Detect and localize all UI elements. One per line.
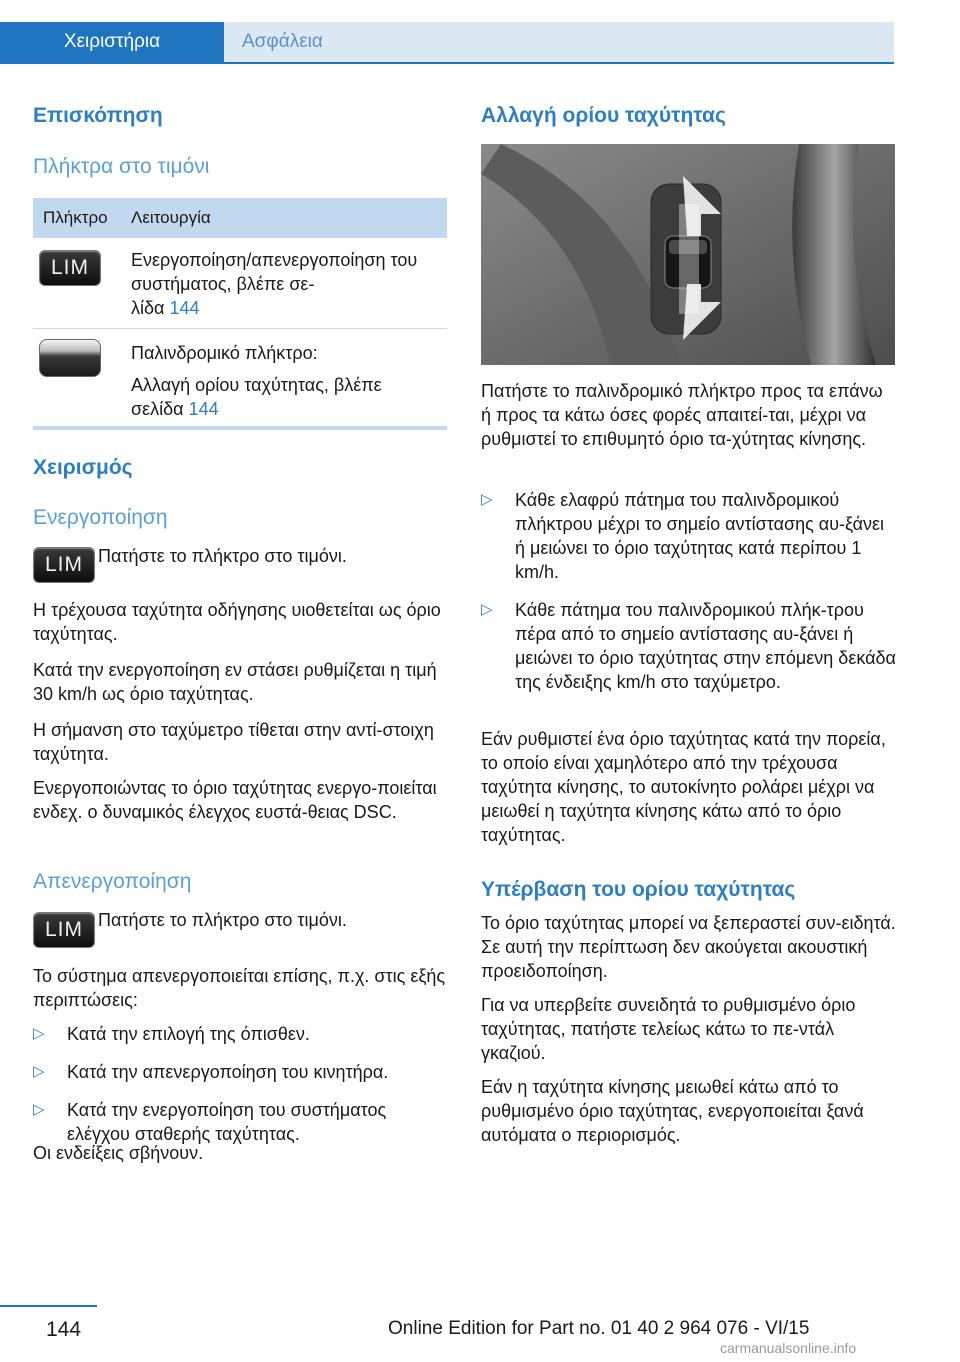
list-item: ▷ Κάθε ελαφρύ πάτημα του παλινδρομικού πλήκτρου μέχρι το σημείο αντίστασης αυ-ξάνει ή μειώνει το όριο ταχύτητας κατά περίπου 1 km/h. [481,490,885,582]
list-item: ▷ Κατά την επιλογή της όπισθεν. [33,1024,310,1044]
paragraph: Ενεργοποιώντας το όριο ταχύτητας ενεργο-ποιείται ενδεχ. ο δυναμικός έλεγχος ευστά-θειας DSC. [33,778,437,822]
list-item: ▷ Κάθε πάτημα του παλινδρομικού πλήκ-τρου πέρα από το σημείο αντίστασης αυ-ξάνει ή μειώνει το όριο ταχύτητας στην επόμενη δεκάδα της ένδειξης km/h στο ταχύμετρο. [481,600,896,692]
list-item: ▷ Κατά την ενεργοποίηση του συστήματος ελέγχου σταθερής ταχύτητας. [33,1100,387,1144]
paragraph: Το σύστημα απενεργοποιείται επίσης, π.χ. στις εξής περιπτώσεις: [33,966,446,1010]
tab-safety[interactable]: Ασφάλεια [224,22,894,62]
heading-exceed-limit: Υπέρβαση του ορίου ταχύτητας [481,878,796,901]
paragraph: Η σήμανση στο ταχύμετρο τίθεται στην αντί-στοιχη ταχύτητα. [33,720,434,764]
activation-instruction: Πατήστε το πλήκτρο στο τιμόνι. [98,546,347,566]
list-item: ▷ Κατά την απενεργοποίηση του κινητήρα. [33,1062,389,1082]
rocker-switch-icon [39,339,101,377]
col-function: Λειτουργία [131,208,211,227]
steering-wheel-rocker-illustration [481,144,895,365]
footer-edition: Online Edition for Part no. 01 40 2 964 076 - VI/15 [388,1318,810,1339]
tab-controls[interactable]: Χειριστήρια [0,22,224,62]
heading-overview: Επισκόπηση [33,104,163,127]
paragraph: Η τρέχουσα ταχύτητα οδήγησης υιοθετείται ως όριο ταχύτητας. [33,600,441,644]
header-rule [0,62,894,64]
lim-key-icon: LIM [33,912,95,948]
triangle-bullet-icon: ▷ [481,601,493,618]
page-link[interactable]: 144 [169,298,200,318]
row2-text: Παλινδρομικό πλήκτρο: Αλλαγή ορίου ταχύτητας, βλέπε σελίδα 144 [131,343,382,419]
steering-wheel-photo [481,144,895,365]
lim-key-icon: LIM [33,547,95,583]
paragraph: Κατά την ενεργοποίηση εν στάσει ρυθμίζεται η τιμή 30 km/h ως όριο ταχύτητας. [33,660,437,704]
col-key: Πλήκτρο [43,208,108,227]
lim-key-icon: LIM [39,250,101,286]
heading-steering-buttons: Πλήκτρα στο τιμόνι [33,155,210,178]
page-link[interactable]: 144 [188,399,219,419]
page-number: 144 [46,1318,82,1341]
paragraph: Οι ενδείξεις σβήνουν. [33,1143,204,1163]
section-divider [33,426,447,430]
paragraph: Πατήστε το παλινδρομικό πλήκτρο προς τα επάνω ή προς τα κάτω όσες φορές απαιτεί-ται, μέχρι να ρυθμιστεί το επιθυμητό όριο τα-χύτητας κίνησης. [481,381,883,449]
paragraph: Για να υπερβείτε συνειδητά το ρυθμισμένο όριο ταχύτητας, πατήστε τελείως κάτω το πε-ντάλ γκαζιού. [481,995,856,1063]
heading-deactivation: Απενεργοποίηση [33,870,192,893]
triangle-bullet-icon: ▷ [33,1101,45,1118]
footer-rule [0,1305,97,1307]
paragraph: Το όριο ταχύτητας μπορεί να ξεπεραστεί συν-ειδητά. Σε αυτή την περίπτωση δεν ακούγεται ακουστική προειδοποίηση. [481,913,896,981]
paragraph: Εάν η ταχύτητα κίνησης μειωθεί κάτω από το ρυθμισμένο όριο ταχύτητας, ενεργοποιείται ξανά αυτόματα ο περιορισμός. [481,1077,864,1145]
heading-operation: Χειρισμός [33,456,133,479]
table-header [33,198,447,238]
heading-activation: Ενεργοποίηση [33,506,168,529]
row1-text: Ενεργοποίηση/απενεργοποίηση του συστήματος, βλέπε σε- λίδα 144 [131,250,418,318]
deactivation-list [33,1022,451,1146]
table-row [33,329,447,425]
deactivation-instruction: Πατήστε το πλήκτρο στο τιμόνι. [98,910,347,930]
paragraph: Εάν ρυθμιστεί ένα όριο ταχύτητας κατά την πορεία, το οποίο είναι χαμηλότερο από την τρέχουσα ταχύτητα κίνησης, το αυτοκίνητο ρολάρει μέχρι να μειωθεί η ταχύτητα κίνησης κάτω από το όριο ταχύτητας. [481,729,886,845]
buttons-table [33,198,447,425]
page-header [0,0,960,64]
triangle-bullet-icon: ▷ [481,491,493,508]
triangle-bullet-icon: ▷ [33,1063,45,1080]
heading-change-limit: Αλλαγή ορίου ταχύτητας [481,104,726,127]
triangle-bullet-icon: ▷ [33,1025,45,1042]
table-row [33,238,447,329]
change-limit-list [481,488,897,694]
watermark: carmanualsonline.info [720,1340,857,1356]
